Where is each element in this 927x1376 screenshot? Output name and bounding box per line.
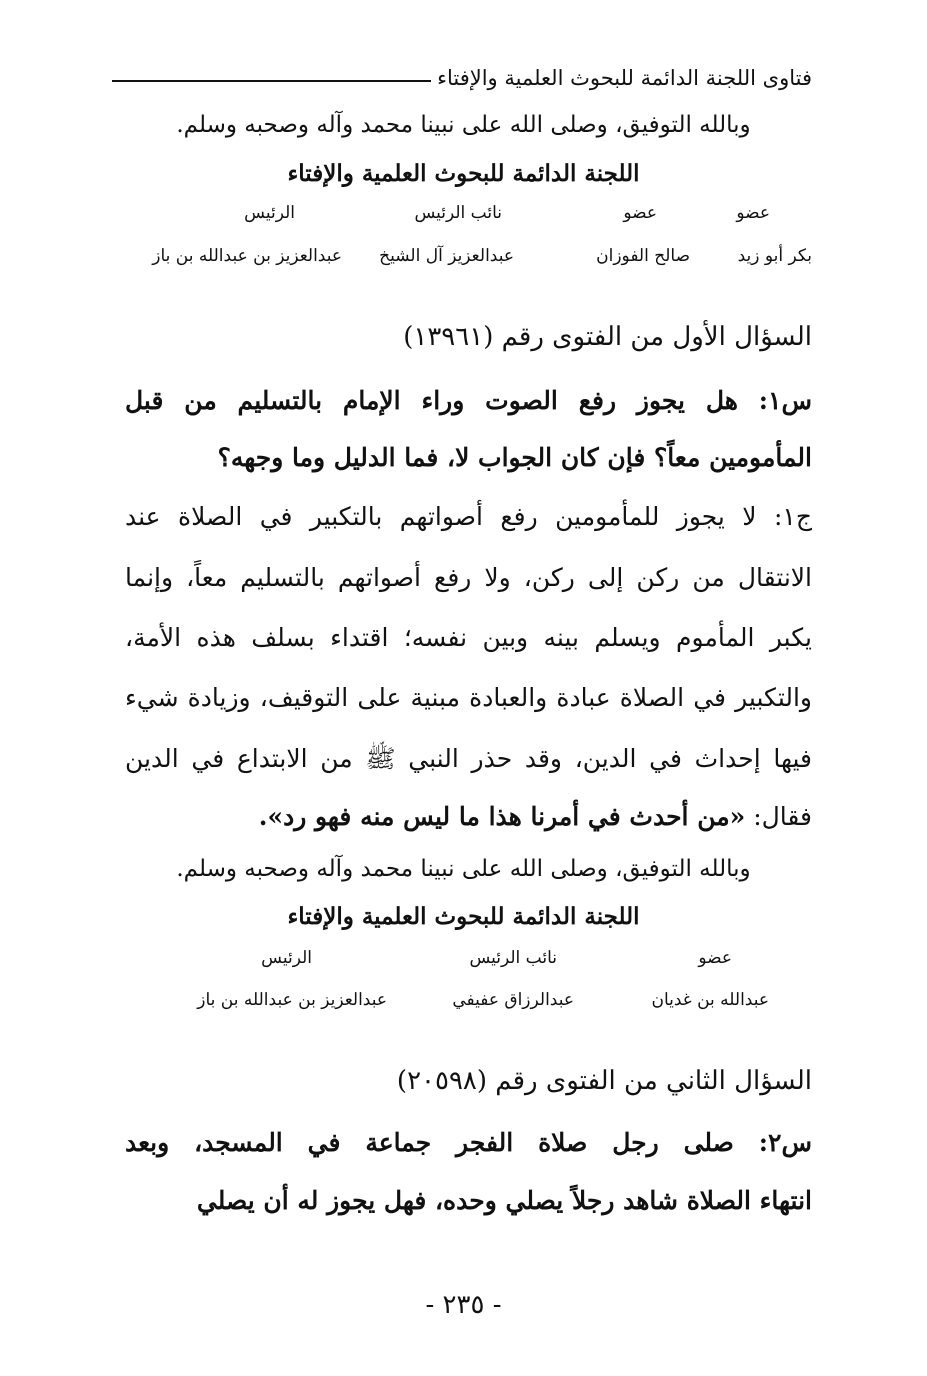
hadith-quote: «من أحدث في أمرنا هذا ما ليس منه فهو رد».	[258, 802, 746, 831]
fatwa2-question-line-1: س٢: صلى رجل صلاة الفجر جماعة في المسجد، وبعد	[125, 1128, 812, 1157]
fatwa1-answer-line-3: يكبر المأموم ويسلم بينه وبين نفسه؛ اقتداء بسلف هذه الأمة،	[125, 623, 812, 652]
header-rule	[112, 80, 431, 82]
signatory-roles	[0, 203, 927, 229]
fatwa1-closing-formula: وبالله التوفيق، وصلى الله على نبينا محمد وآله وصحبه وسلم.	[176, 856, 751, 882]
role-member-2: عضو	[623, 203, 657, 223]
fatwa1-name-afifi: عبدالرزاق عفيفي	[452, 990, 574, 1010]
fatwa2-heading: السؤال الثاني من الفتوى رقم (٢٠٥٩٨)	[396, 1066, 812, 1096]
fatwa1-answer-line-4: والتكبير في الصلاة عبادة والعبادة مبنية على التوقيف، وزيادة شيء	[125, 683, 812, 712]
running-header	[112, 62, 812, 94]
fatwa1-committee-name: اللجنة الدائمة للبحوث العلمية والإفتاء	[287, 903, 640, 930]
signatory-names	[0, 246, 927, 272]
closing-formula: وبالله التوفيق، وصلى الله على نبينا محمد وآله وصحبه وسلم.	[176, 112, 751, 138]
name-saleh-alfawzan: صالح الفوزان	[596, 246, 690, 266]
role-vice-chairman: نائب الرئيس	[414, 203, 502, 223]
fatwa1-answer-line-5: فيها إحداث في الدين، وقد حذر النبي ﷺ من الابتداع في الدين	[125, 744, 812, 773]
fatwa1-answer-line-1: ج١: لا يجوز للمأمومين رفع أصواتهم بالتكبير في الصلاة عند	[125, 502, 812, 531]
fatwa1-signatory-names	[0, 990, 927, 1016]
fatwa1-role-vice-chairman: نائب الرئيس	[469, 948, 557, 968]
fatwa1-heading: السؤال الأول من الفتوى رقم (١٣٩٦١)	[403, 322, 812, 352]
fatwa1-name-ghudayan: عبدالله بن غديان	[651, 990, 769, 1010]
name-bin-baz: عبدالعزيز بن عبدالله بن باز	[152, 246, 342, 266]
page-number: - ٢٣٥ -	[425, 1290, 502, 1320]
role-chairman: الرئيس	[244, 203, 295, 223]
fatwa1-role-chairman: الرئيس	[261, 948, 312, 968]
fatwa1-answer-line-2: الانتقال من ركن إلى ركن، ولا رفع أصواتهم بالتسليم معاً، وإنما	[125, 563, 812, 592]
name-abdulaziz-alsheikh: عبدالعزيز آل الشيخ	[379, 246, 514, 266]
committee-name: اللجنة الدائمة للبحوث العلمية والإفتاء	[287, 160, 640, 187]
answer-final-prefix: فقال:	[745, 802, 812, 831]
name-bakr-abu-zaid: بكر أبو زيد	[737, 246, 812, 266]
fatwa1-question-line-2: المأمومين معاً؟ فإن كان الجواب لا، فما الدليل وما وجهه؟	[217, 443, 812, 472]
fatwa1-answer-line-6	[125, 802, 812, 831]
fatwa2-question-line-2: انتهاء الصلاة شاهد رجلاً يصلي وحده، فهل يجوز له أن يصلي	[196, 1186, 812, 1215]
fatwa1-signatory-roles	[0, 948, 927, 974]
fatwa1-role-member: عضو	[698, 948, 732, 968]
fatwa1-name-bin-baz: عبدالعزيز بن عبدالله بن باز	[197, 990, 387, 1010]
role-member-1: عضو	[736, 203, 770, 223]
fatwa1-question-line-1: س١: هل يجوز رفع الصوت وراء الإمام بالتسليم من قبل	[125, 386, 812, 415]
header-title: فتاوى اللجنة الدائمة للبحوث العلمية والإفتاء	[437, 66, 812, 90]
